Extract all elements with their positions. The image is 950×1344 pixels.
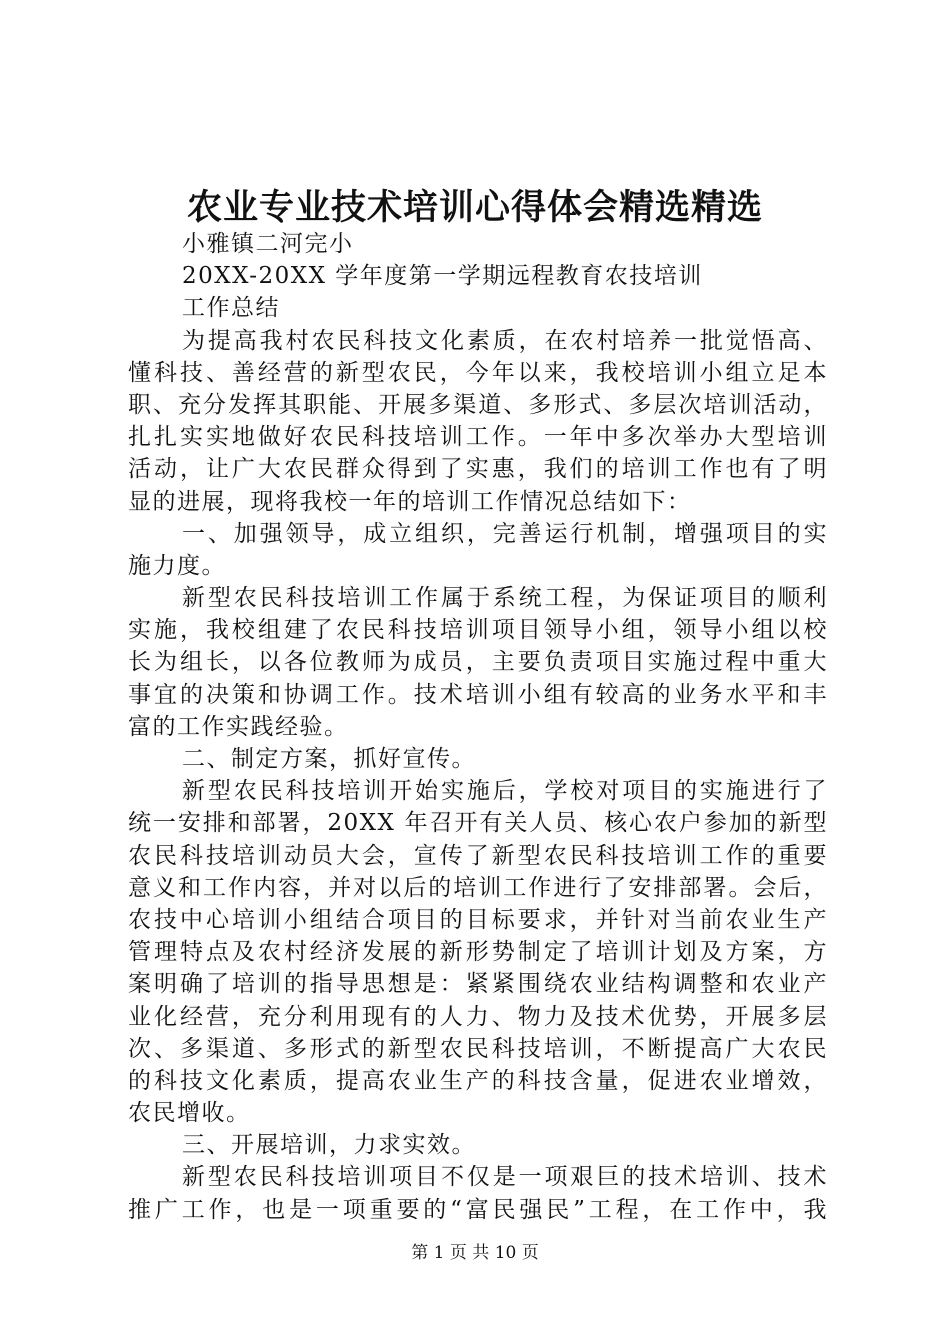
paragraph-line: 管理特点及农村经济发展的新形势制定了培训计划及方案，方 bbox=[128, 939, 828, 966]
report-type-line: 工作总结 bbox=[182, 295, 280, 322]
document-title: 农业专业技术培训心得体会精选精选 bbox=[186, 187, 763, 228]
page-number-footer: 第 1 页 共 10 页 bbox=[411, 1243, 539, 1263]
section-heading-line: 二、制定方案，抓好宣传。 bbox=[182, 746, 476, 772]
paragraph-line: 为提高我村农民科技文化素质，在农村培养一批觉悟高、 bbox=[182, 327, 828, 354]
school-name-line: 小雅镇二河完小 bbox=[182, 231, 354, 257]
paragraph-line: 的科技文化素质，提高农业生产的科技含量，促进农业增效， bbox=[128, 1067, 828, 1094]
paragraph-line: 意义和工作内容，并对以后的培训工作进行了安排部署。会后， bbox=[128, 874, 828, 901]
paragraph-line: 富的工作实践经验。 bbox=[128, 713, 349, 740]
paragraph-line: 长为组长，以各位教师为成员，主要负责项目实施过程中重大 bbox=[128, 649, 828, 676]
paragraph-line: 活动，让广大农民群众得到了实惠，我们的培训工作也有了明 bbox=[128, 456, 828, 483]
paragraph-line: 新型农民科技培训工作属于系统工程，为保证项目的顺利 bbox=[182, 585, 828, 612]
paragraph-line: 显的进展，现将我校一年的培训工作情况总结如下： bbox=[128, 488, 692, 515]
paragraph-line: 农民科技培训动员大会，宣传了新型农民科技培训工作的重要 bbox=[128, 842, 828, 869]
paragraph-line: 农技中心培训小组结合项目的目标要求，并针对当前农业生产 bbox=[128, 906, 828, 933]
report-subtitle-line: 20XX-20XX 学年度第一学期远程教育农技培训 bbox=[182, 263, 703, 290]
section-heading-line: 三、开展培训，力求实效。 bbox=[182, 1132, 476, 1159]
paragraph-line: 新型农民科技培训开始实施后，学校对项目的实施进行了 bbox=[182, 778, 828, 805]
paragraph-line: 推广工作，也是一项重要的“富民强民”工程，在工作中，我 bbox=[128, 1196, 828, 1223]
paragraph-line: 次、多渠道、多形式的新型农民科技培训，不断提高广大农民 bbox=[128, 1035, 828, 1062]
paragraph-line: 扎扎实实地做好农民科技培训工作。一年中多次举办大型培训 bbox=[128, 424, 828, 451]
paragraph-line: 事宜的决策和协调工作。技术培训小组有较高的业务水平和丰 bbox=[128, 681, 828, 708]
paragraph-line: 懂科技、善经营的新型农民，今年以来，我校培训小组立足本 bbox=[128, 359, 828, 386]
paragraph-line: 实施，我校组建了农民科技培训项目领导小组，领导小组以校 bbox=[128, 617, 828, 644]
paragraph-line: 新型农民科技培训项目不仅是一项艰巨的技术培训、技术 bbox=[182, 1164, 828, 1191]
paragraph-line: 农民增收。 bbox=[128, 1100, 251, 1127]
paragraph-line: 案明确了培训的指导思想是：紧紧围绕农业结构调整和农业产 bbox=[128, 971, 828, 998]
section-heading-line: 施力度。 bbox=[128, 552, 226, 579]
paragraph-line: 职、充分发挥其职能、开展多渠道、多形式、多层次培训活动， bbox=[128, 391, 828, 418]
section-heading-line: 一、加强领导，成立组织，完善运行机制，增强项目的实 bbox=[182, 520, 828, 547]
paragraph-line: 业化经营，充分利用现有的人力、物力及技术优势，开展多层 bbox=[128, 1003, 828, 1030]
document-body bbox=[128, 228, 828, 1226]
paragraph-line: 统一安排和部署，20XX 年召开有关人员、核心农户参加的新型 bbox=[128, 810, 828, 837]
